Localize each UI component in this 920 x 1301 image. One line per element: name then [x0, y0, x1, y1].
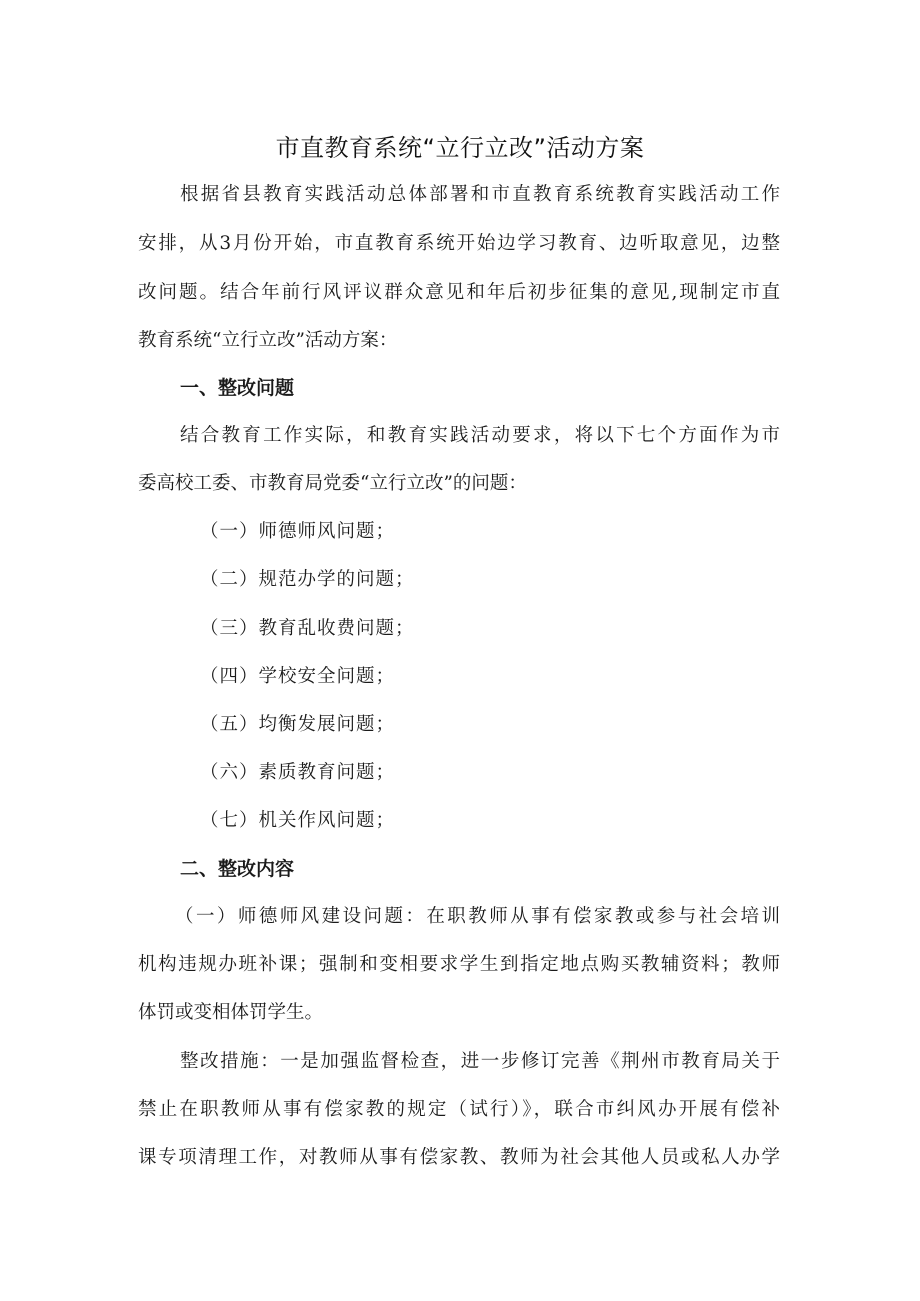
- intro-line-3: 改问题。结合年前行风评议群众意见和年后初步征集的意见,现制定市直: [138, 282, 780, 303]
- issue-item-3: （三）教育乱收费问题；: [200, 618, 415, 639]
- section2-para2-line-2: 禁止在职教师从事有偿家教的规定（试行）》，联合市纠风办开展有偿补: [138, 1099, 780, 1120]
- section1-para-line-2: 委高校工委、市教育局党委“立行立改”的问题：: [138, 473, 527, 494]
- section2-para1-line-3: 体罚或变相体罚学生。: [138, 1002, 324, 1023]
- section2-para2-line-1: 整改措施：一是加强监督检查，进一步修订完善《荆州市教育局关于: [180, 1051, 780, 1072]
- section1-heading: 一、整改问题: [180, 377, 295, 399]
- issue-item-4: （四）学校安全问题；: [200, 666, 396, 687]
- section2-heading: 二、整改内容: [180, 858, 295, 880]
- section2-para2-line-3: 课专项清理工作，对教师从事有偿家教、教师为社会其他人员或私人办学: [138, 1147, 780, 1168]
- issue-item-5: （五）均衡发展问题；: [200, 714, 396, 735]
- document-title: 市直教育系统“立行立改”活动方案: [275, 134, 645, 162]
- issue-item-1: （一）师德师风问题；: [200, 521, 396, 542]
- section2-para1-line-2: 机构违规办班补课；强制和变相要求学生到指定地点购买教辅资料；教师: [138, 954, 780, 975]
- issue-item-6: （六）素质教育问题；: [200, 762, 396, 783]
- issue-item-7: （七）机关作风问题；: [200, 810, 396, 831]
- intro-line-1: 根据省县教育实践活动总体部署和市直教育系统教育实践活动工作: [180, 184, 780, 205]
- intro-line-4: 教育系统“立行立改”活动方案：: [138, 330, 398, 351]
- section2-para1-line-1: （一）师德师风建设问题：在职教师从事有偿家教或参与社会培训: [175, 906, 780, 927]
- issue-item-2: （二）规范办学的问题；: [200, 569, 415, 590]
- section1-para-line-1: 结合教育工作实际，和教育实践活动要求，将以下七个方面作为市: [180, 425, 780, 446]
- intro-line-2: 安排，从3月份开始，市直教育系统开始边学习教育、边听取意见，边整: [138, 233, 780, 254]
